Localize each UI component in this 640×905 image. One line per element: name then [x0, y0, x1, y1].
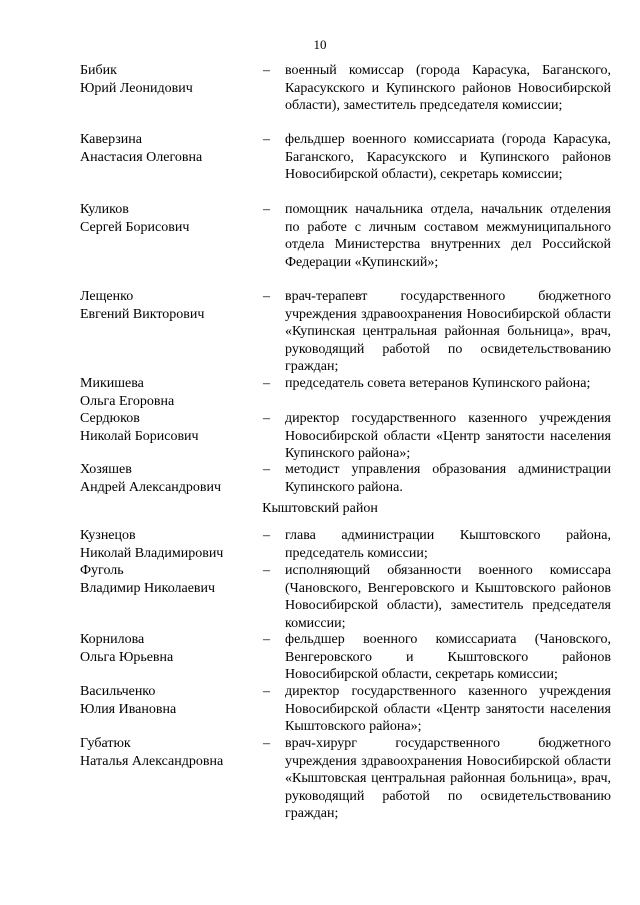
member-surname: Кузнецов [80, 528, 136, 543]
member-given-names: Ольга Егоровна [80, 393, 175, 409]
member-name [80, 631, 260, 666]
member-name [80, 527, 260, 562]
member-given-names: Наталья Александровна [80, 753, 224, 769]
member-role: исполняющий обязанности военного комиссара (Чановского, Венгеровского и Кыштовского районов Новосибирской области), заместитель председателя комиссии; [285, 563, 611, 631]
member-surname: Васильченко [80, 684, 156, 699]
member-role: врач-хирург государственного бюджетного учреждения здравоохранения Новосибирской области «Кыштовская центральная районная больница», врач, руководящий работой по освидетельствованию граждан; [285, 736, 611, 821]
member-surname: Лещенко [80, 289, 134, 304]
member-role: глава администрации Кыштовского района, председатель комиссии; [285, 528, 611, 561]
member-surname: Бибик [80, 63, 117, 78]
member-name [80, 735, 260, 770]
member-given-names: Евгений Викторович [80, 306, 205, 322]
member-surname: Каверзина [80, 132, 143, 147]
member-given-names: Юрий Леонидович [80, 80, 193, 96]
member-role: председатель совета ветеранов Купинского района; [285, 376, 591, 391]
member-name [80, 62, 260, 97]
member-name [80, 375, 260, 410]
member-surname: Корнилова [80, 632, 145, 647]
member-role: директор государственного казенного учреждения Новосибирской области «Центр занятости населения Купинского района»; [285, 411, 611, 461]
member-role: врач-терапевт государственного бюджетного учреждения здравоохранения Новосибирской области «Купинская центральная районная больница», врач, руководящий работой по освидетельствованию граждан; [285, 289, 611, 374]
member-role: методист управления образования администрации Купинского района. [285, 462, 611, 495]
dash-separator: – [263, 132, 270, 147]
member-surname: Губатюк [80, 736, 131, 751]
member-given-names: Анастасия Олеговна [80, 149, 203, 165]
member-surname: Сердюков [80, 411, 140, 426]
member-role: директор государственного казенного учреждения Новосибирской области «Центр занятости населения Кыштовского района»; [285, 684, 611, 734]
member-name [80, 288, 260, 323]
member-name [80, 683, 260, 718]
member-surname: Микишева [80, 376, 144, 391]
section-heading: Кыштовский район [262, 501, 378, 516]
member-given-names: Сергей Борисович [80, 219, 190, 235]
member-given-names: Ольга Юрьевна [80, 649, 174, 665]
dash-separator: – [263, 411, 270, 426]
member-surname: Хозяшев [80, 462, 132, 477]
member-surname: Фуголь [80, 563, 124, 578]
dash-separator: – [263, 563, 270, 578]
dash-separator: – [263, 63, 270, 78]
member-role: фельдшер военного комиссариата (города Карасука, Баганского, Карасукского и Купинского районов Новосибирской области), секретарь комиссии; [285, 132, 611, 182]
member-name [80, 562, 260, 597]
dash-separator: – [263, 736, 270, 751]
dash-separator: – [263, 684, 270, 699]
dash-separator: – [263, 202, 270, 217]
member-given-names: Николай Владимирович [80, 545, 224, 561]
page-number: 10 [313, 37, 327, 52]
member-name [80, 410, 260, 445]
member-name [80, 461, 260, 496]
dash-separator: – [263, 462, 270, 477]
member-role: военный комиссар (города Карасука, Баганского, Карасукского и Купинского районов Новосибирской области), заместитель председателя комиссии; [285, 63, 611, 113]
member-role: помощник начальника отдела, начальник отделения по работе с личным составом межмуниципального отдела Министерства внутренних дел Российской Федерации «Купинский»; [285, 202, 611, 270]
dash-separator: – [263, 528, 270, 543]
member-surname: Куликов [80, 202, 129, 217]
member-role: фельдшер военного комиссариата (Чановского, Венгеровского и Кыштовского районов Новосибирской области, секретарь комиссии; [285, 632, 611, 682]
dash-separator: – [263, 632, 270, 647]
member-name [80, 131, 260, 166]
member-given-names: Юлия Ивановна [80, 701, 177, 717]
dash-separator: – [263, 289, 270, 304]
member-given-names: Николай Борисович [80, 428, 199, 444]
member-given-names: Андрей Александрович [80, 479, 222, 495]
member-given-names: Владимир Николаевич [80, 580, 216, 596]
member-name [80, 201, 260, 236]
dash-separator: – [263, 376, 270, 391]
